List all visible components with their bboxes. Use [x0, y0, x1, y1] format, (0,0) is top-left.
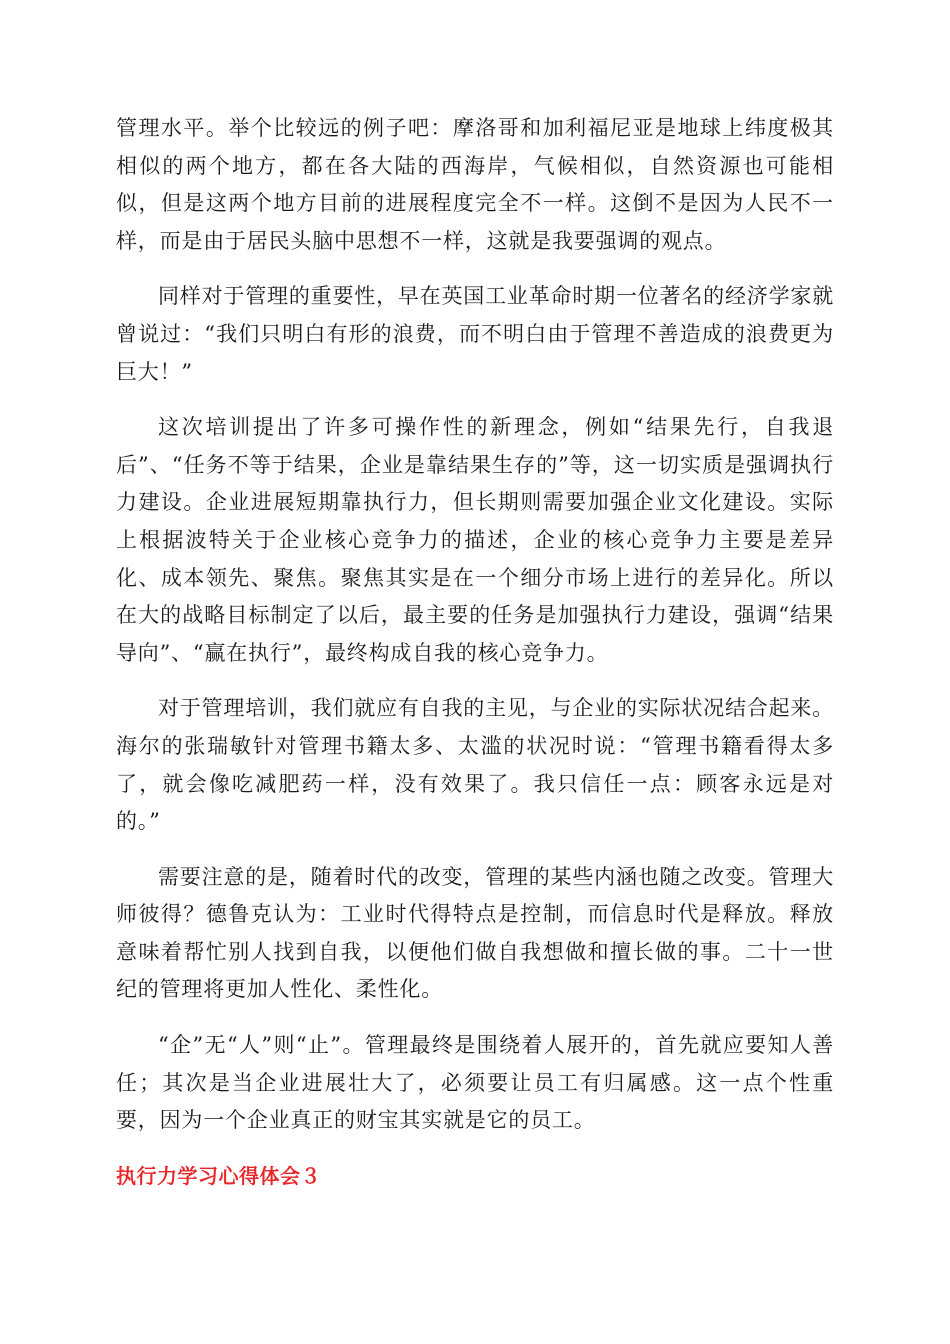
document-body — [116, 110, 834, 1195]
paragraph-continuation: 管理水平。举个比较远的例子吧：摩洛哥和加利福尼亚是地球上纬度极其相似的两个地方，都在各大陆的西海岸，气候相似，自然资源也可能相似，但是这两个地方目前的进展程度完全不一样。这倒不是因为人民不一样，而是由于居民头脑中思想不一样，这就是我要强调的观点。 — [116, 116, 834, 253]
paragraph-people-focus: “企”无“人”则“止”。管理最终是围绕着人展开的，首先就应要知人善任；其次是当企业进展壮大了，必须要让员工有归属感。这一点个性重要，因为一个企业真正的财宝其实就是它的员工。 — [116, 1033, 834, 1133]
section-heading: 执行力学习心得体会３ — [116, 1163, 321, 1188]
paragraph-training-concepts: 这次培训提出了许多可操作性的新理念，例如“结果先行，自我退后”、“任务不等于结果，企业是靠结果生存的”等，这一切实质是强调执行力建设。企业进展短期靠执行力，但长期则需要加强企业文化建设。实际上根据波特关于企业核心竞争力的描述，企业的核心竞争力主要是差异化、成本领先、聚焦。聚焦其实是在一个细分市场上进行的差异化。所以在大的战略目标制定了以后，最主要的任务是加强执行力建设，强调“结果导向”、“赢在执行”，最终构成自我的核心竞争力。 — [116, 415, 834, 665]
paragraph-management-importance: 同样对于管理的重要性，早在英国工业革命时期一位著名的经济学家就曾说过：“我们只明白有形的浪费，而不明白由于管理不善造成的浪费更为巨大！” — [116, 284, 834, 384]
paragraph-era-change: 需要注意的是，随着时代的改变，管理的某些内涵也随之改变。管理大师彼得？德鲁克认为：工业时代得特点是控制，而信息时代是释放。释放意味着帮忙别人找到自我，以便他们做自我想做和擅长做的事。二十一世纪的管理将更加人性化、柔性化。 — [116, 864, 834, 1002]
paragraph-management-training: 对于管理培训，我们就应有自我的主见，与企业的实际状况结合起来。海尔的张瑞敏针对管理书籍太多、太滥的状况时说：“管理书籍看得太多了，就会像吃减肥药一样，没有效果了。我只信任一点：顾客永远是对的。” — [116, 696, 834, 834]
